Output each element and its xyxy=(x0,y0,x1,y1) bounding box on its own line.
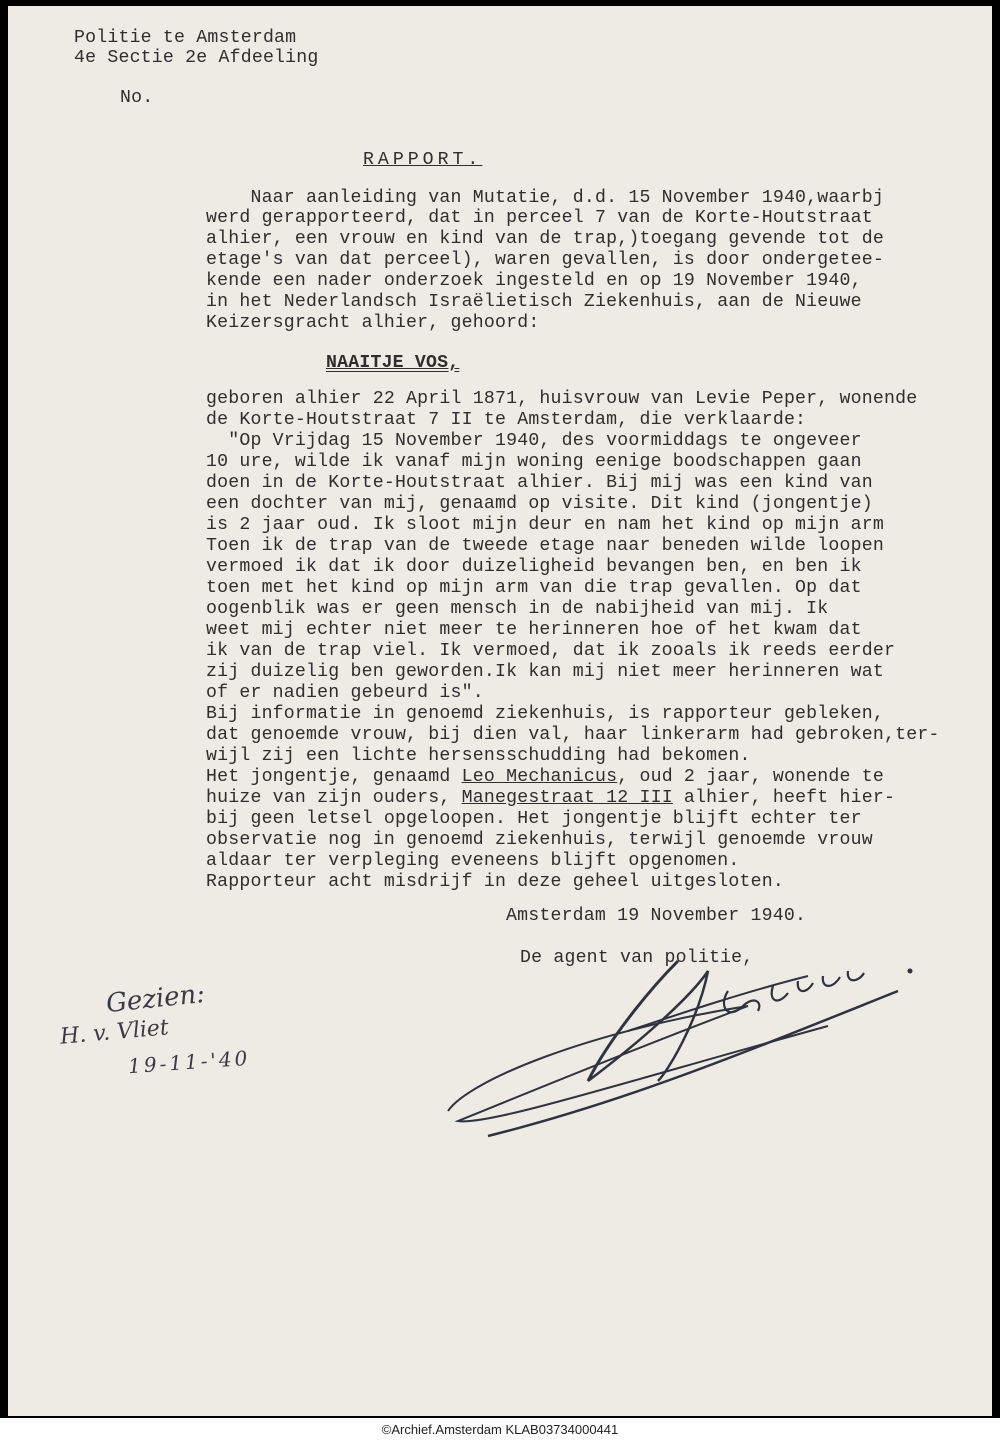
handwritten-note-line2: H. v. Vliet xyxy=(59,1015,170,1050)
header-line-1: Politie te Amsterdam xyxy=(74,28,297,48)
statement-line: is 2 jaar oud. Ik sloot mijn deur en nam het kind op mijn arm xyxy=(206,515,884,535)
statement-line: een dochter van mij, genaamd op visite. Dit kind (jongentje) xyxy=(206,494,873,514)
address-suffix: alhier, heeft hier- xyxy=(672,788,896,808)
statement-line: zij duizelig ben geworden.Ik kan mij niet meer herinneren wat xyxy=(206,662,884,682)
intro-line: werd gerapporteerd, dat in perceel 7 van de Korte-Houtstraat xyxy=(206,208,873,228)
statement-line: de Korte-Houtstraat 7 II te Amsterdam, die verklaarde: xyxy=(206,410,807,430)
statement-line: doen in de Korte-Houtstraat alhier. Bij mij was een kind van xyxy=(206,473,873,493)
boy-name: Leo Mechanicus xyxy=(461,767,618,787)
boy-address: Manegestraat 12 III xyxy=(461,788,673,808)
header-line-2: 4e Sectie 2e Afdeeling xyxy=(74,48,319,68)
statement-line: Toen ik de trap van de tweede etage naar beneden wilde loopen xyxy=(206,536,884,556)
closing-line: bij geen letsel opgeloopen. Het jongentje blijft echter ter xyxy=(206,809,862,829)
intro-line: Keizersgracht alhier, gehoord: xyxy=(206,313,540,333)
intro-line: Naar aanleiding van Mutatie, d.d. 15 November 1940,waarbj xyxy=(206,188,884,208)
statement-line: ik van de trap viel. Ik vermoed, dat ik zooals ik reeds eerder xyxy=(206,641,896,661)
handwritten-note-line3: 19-11-'40 xyxy=(127,1045,252,1079)
report-number: No. xyxy=(120,88,154,108)
statement-line: of er nadien gebeurd is". xyxy=(206,683,484,703)
closing-line: aldaar ter verpleging eveneens blijft opgenomen. xyxy=(206,851,740,871)
statement-line: dat genoemde vrouw, bij dien val, haar linkerarm had gebroken,ter- xyxy=(206,725,940,745)
boy-line-prefix: Het jongentje, genaamd xyxy=(206,767,462,787)
intro-line: etage's van dat perceel), waren gevallen, is door ondergetee- xyxy=(206,250,884,270)
statement-line: Bij informatie in genoemd ziekenhuis, is rapporteur gebleken, xyxy=(206,704,884,724)
statement-line: 10 ure, wilde ik vanaf mijn woning eenige boodschappen gaan xyxy=(206,452,862,472)
archive-footer: ©Archief.Amsterdam KLAB03734000441 xyxy=(0,1418,1000,1442)
handwritten-note-line1: Gezien: xyxy=(104,978,207,1020)
statement-line: toen met het kind op mijn arm van die trap gevallen. Op dat xyxy=(206,578,862,598)
intro-line: in het Nederlandsch Israëlietisch Ziekenhuis, aan de Nieuwe xyxy=(206,292,862,312)
statement-line: geboren alhier 22 April 1871, huisvrouw van Levie Peper, wonende xyxy=(206,389,918,409)
statement-line: wijl zij een lichte hersensschudding had bekomen. xyxy=(206,746,751,766)
boy-line-suffix: , oud 2 jaar, wonende te xyxy=(617,767,884,787)
witness-name: NAAITJE VOS, xyxy=(326,353,460,373)
signatory-title: De agent van politie, xyxy=(520,948,754,968)
document-title: RAPPORT. xyxy=(363,150,483,170)
place-date: Amsterdam 19 November 1940. xyxy=(506,906,807,926)
intro-line: kende een nader onderzoek ingesteld en op 19 November 1940, xyxy=(206,271,862,291)
closing-line: Rapporteur acht misdrijf in deze geheel uitgesloten. xyxy=(206,872,784,892)
statement-line: "Op Vrijdag 15 November 1940, des voormiddags te ongeveer xyxy=(206,431,862,451)
statement-line: vermoed ik dat ik door duizeligheid bevangen ben, en ben ik xyxy=(206,557,862,577)
closing-line: observatie nog in genoemd ziekenhuis, terwijl genoemde vrouw xyxy=(206,830,873,850)
officer-signature xyxy=(428,931,928,1141)
address-line xyxy=(206,788,895,808)
intro-line: alhier, een vrouw en kind van de trap,)toegang gevende tot de xyxy=(206,229,884,249)
statement-line: oogenblik was er geen mensch in de nabijheid van mij. Ik xyxy=(206,599,829,619)
address-prefix: huize van zijn ouders, xyxy=(206,788,462,808)
statement-line: weet mij echter niet meer te herinneren hoe of het kwam dat xyxy=(206,620,862,640)
boy-line xyxy=(206,767,884,787)
document-sheet xyxy=(8,6,992,1416)
